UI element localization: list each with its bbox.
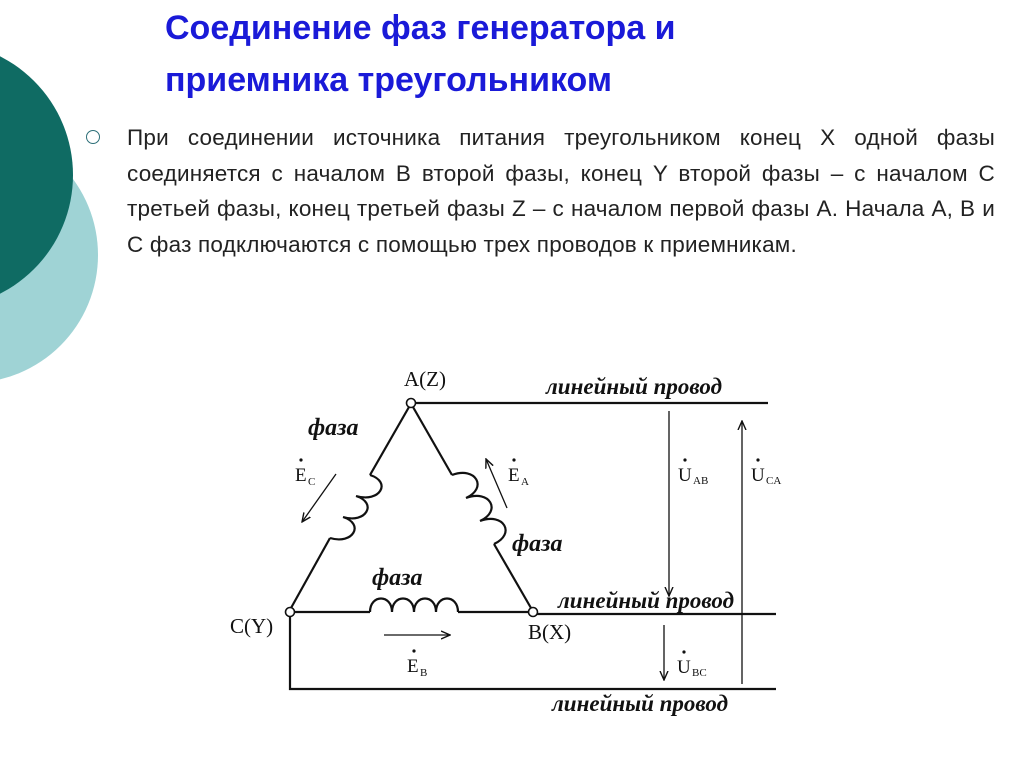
right-phase-winding <box>413 407 531 608</box>
u-ab-label <box>678 458 708 487</box>
terminal-c <box>286 608 295 617</box>
line-wire-label-3: линейный провод <box>552 691 729 716</box>
svg-text:C: C <box>308 476 316 488</box>
node-b-label: B(X) <box>528 620 572 644</box>
node-c-label: C(Y) <box>230 614 274 638</box>
svg-text:B: B <box>420 667 428 679</box>
svg-text:E: E <box>407 656 419 677</box>
u-bc-label <box>677 650 707 679</box>
svg-text:U: U <box>751 465 765 486</box>
node-a-label: A(Z) <box>404 367 446 391</box>
title-line-2: приемника треугольником <box>165 61 613 99</box>
svg-text:E: E <box>295 465 307 486</box>
body-paragraph: При соединении источника питания треугольником конец X одной фазы соединяется с началом B второй фазы, конец Y второй фазы – с началом C третьей фазы, конец третьей фазы Z – с началом первой фазы A. Начала A, B и C фаз подключаются с помощью трех проводов к приемникам. <box>127 125 995 257</box>
phase-label-bottom: фаза <box>372 565 423 591</box>
bottom-phase-winding <box>294 599 530 613</box>
terminal-a <box>407 399 416 408</box>
svg-text:BC: BC <box>692 667 707 679</box>
title-line-1: Соединение фаз генератора и <box>165 9 676 47</box>
terminal-b <box>529 608 538 617</box>
emf-c-label <box>295 458 315 488</box>
svg-text:U: U <box>677 657 691 678</box>
u-ca-label <box>751 458 781 487</box>
svg-text:E: E <box>508 465 520 486</box>
phase-label-left: фаза <box>308 415 359 441</box>
line-wire-label-1: линейный провод <box>546 374 723 399</box>
svg-text:AB: AB <box>693 475 709 487</box>
phase-label-right: фаза <box>512 531 563 557</box>
svg-text:A: A <box>521 476 529 488</box>
svg-text:U: U <box>678 465 692 486</box>
svg-text:CA: CA <box>766 475 782 487</box>
line-wire-label-2: линейный провод <box>558 588 735 613</box>
emf-a-label <box>508 458 529 488</box>
emf-b-label <box>407 649 427 679</box>
